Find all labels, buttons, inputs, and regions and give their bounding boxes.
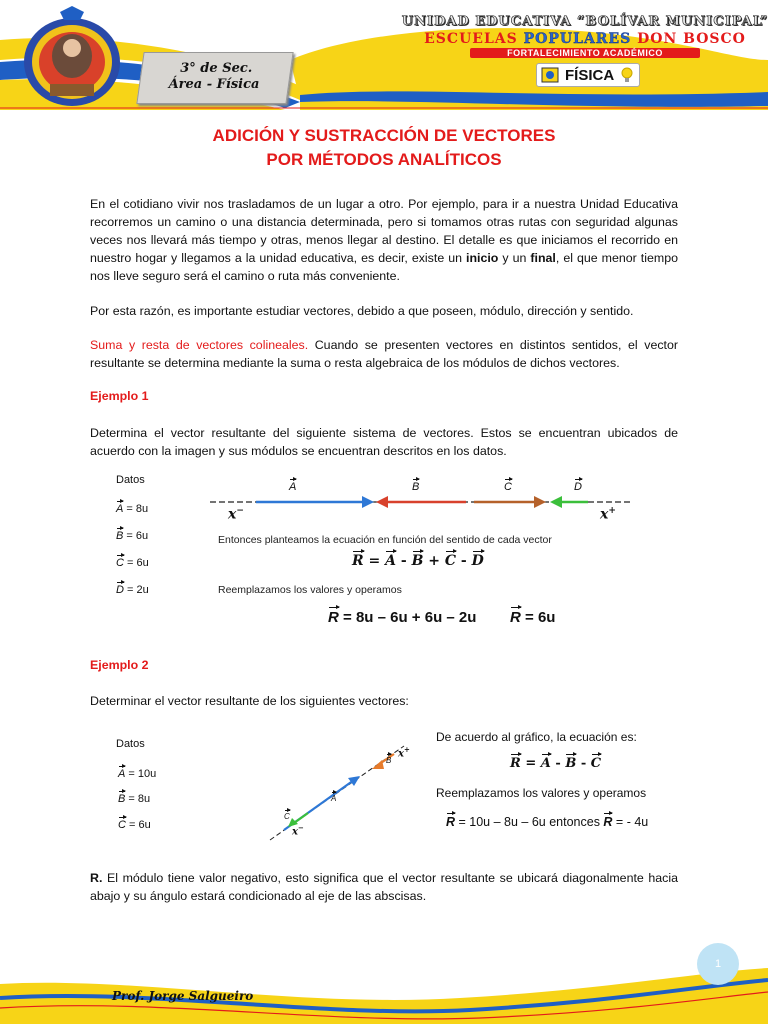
school-logo [20,6,126,110]
ex2-vector-b-label: B [386,756,392,765]
vector-b-label: B [412,481,420,493]
example2-datos-label: Datos [116,738,145,750]
intro-paragraph [90,195,678,285]
example1-eq-intro: Entonces planteamos la ecuación en función del sentido de cada vector [218,534,552,546]
vector-c [294,813,308,823]
author-name: Prof. Jorge Salgueiro [112,989,254,1003]
intro-text-mid: y un [498,251,531,265]
example1-replace-label: Reemplazamos los valores y operamos [218,584,402,596]
vector-b-head [372,760,384,769]
area-line: Área - Física [168,77,260,92]
axis-pos-label: x+ [600,506,616,523]
example2-data-a: A = 10u [118,768,157,780]
lightbulb-icon [620,66,634,84]
schools-suffix: DON BOSCO [637,31,746,47]
academic-reinforcement-label: FORTALECIMIENTO ACADÉMICO [470,48,700,58]
example1-data-c: C = 6u [116,557,149,569]
vectors-paragraph: Por esta razón, es importante estudiar vectores, debido a que poseen, módulo, dirección y sentido. [90,304,634,318]
grade-box [136,52,293,104]
example2-replace-label: Reemplazamos los valores y operamos [436,786,647,800]
collinear-text: Cuando se presenten vectores en distintos sentidos, el vector resultante se determina mediante la suma o resta algebraica de los módulos de dichos vectores. [90,338,678,370]
vector-c-head [534,496,546,508]
vector-d-head [550,496,562,508]
ex2-axis-neg-label: x− [292,823,304,838]
page-title: ADICIÓN Y SUSTRACCIÓN DE VECTORES [212,126,556,145]
example1-vector-diagram [210,476,630,526]
ex2-vector-a-label: A [331,794,337,803]
example1-result: R = 6u [510,609,556,626]
example1-data-b: B = 6u [116,530,149,542]
vector-a-label: A [289,481,297,493]
intro-text-b: , el que menor tiempo nos lleve seguro será el camino o ruta más conveniente. [90,251,678,283]
example1-statement: Determina el vector resultante del siguiente sistema de vectores. Estos se encuentran ubicados de acuerdo con la imagen y sus módulos se encuentran descritos en los datos. [90,426,678,458]
ex2-axis-pos-label: x+ [398,745,410,760]
physics-icon [541,66,559,84]
schools-middle: POPULARES [523,31,632,47]
example1-equation: R = A - B + C - D [352,553,484,569]
collinear-paragraph [90,336,678,372]
vector-a-head [362,496,374,508]
example1-data-d: D = 2u [116,584,149,596]
example2-data-c: C = 6u [118,819,151,831]
schools-line [400,31,768,47]
example1-calculation: R = 8u – 6u + 6u – 2u [328,609,477,626]
example2-statement: Determinar el vector resultante de los siguientes vectores: [90,694,409,708]
vector-b-head [376,496,388,508]
subject-badge [536,63,640,87]
example1-heading: Ejemplo 1 [90,389,149,403]
ex2-vector-c-label: C [284,812,290,821]
school-name: UNIDAD EDUCATIVA “BOLÍVAR MUNICIPAL” [401,14,768,29]
vector-c-label: C [504,481,512,493]
conclusion-paragraph [90,869,678,905]
example2-heading: Ejemplo 2 [90,658,149,672]
intro-text-a: En el cotidiano vivir nos trasladamos de un lugar a otro. Por ejemplo, para ir a nuestra Unidad Educativa recorremos un camino o una distancia determinada, pero si tomamos otras rutas con seguridad algunas veces nos llevará más tiempo y otras, menos llegar al destino. El detalle es que iniciamos el recorrido en nuestro hogar y llegamos a la unidad educativa, es decir, existe un [90,197,678,265]
intro-bold-inicio: inicio [466,251,499,265]
subject-name: FÍSICA [565,66,615,84]
conclusion-text: El módulo tiene valor negativo, esto significa que el vector resultante se ubicará diagonalmente hacia abajo y su ángulo estará condicionado al eje de las abscisas. [90,871,678,903]
page-number-badge: 1 [697,943,739,985]
vector-d-label: D [574,481,582,493]
example2-data-b: B = 8u [118,793,151,805]
grade-line: 3° de Sec. [180,61,253,76]
axis-neg-label: x− [228,506,244,523]
conclusion-label: R. [90,871,103,885]
example2-equation: R = A - B - C [510,756,602,771]
collinear-heading: Suma y resta de vectores colineales. [90,338,309,352]
schools-prefix: ESCUELAS [424,31,518,47]
intro-bold-final: final [530,251,556,265]
example1-datos-label: Datos [116,474,145,486]
page-subtitle: POR MÉTODOS ANALÍTICOS [266,150,502,169]
example2-calculation: R = 10u – 8u – 6u entonces R = - 4u [446,815,649,829]
example1-data-a: A = 8u [116,503,149,515]
example2-eq-intro: De acuerdo al gráfico, la ecuación es: [436,730,637,744]
